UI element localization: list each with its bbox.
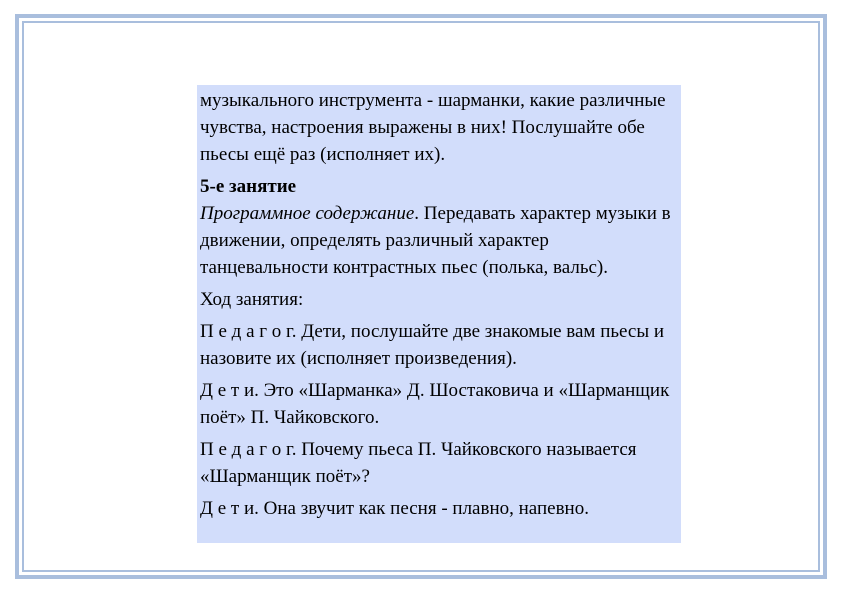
program-label: Программное содержание [200,203,415,224]
dialogue-line [200,436,677,490]
document-text-panel [197,85,681,543]
dialogue-speaker: П е д а г о г. [200,321,297,342]
program-paragraph [200,200,677,281]
lesson-heading [200,173,677,200]
dialogue-text: Дети, послушайте две знакомые вам пьесы и назовите их (исполняет произведения). [200,321,665,369]
program-text: . Передавать характер музыки в движении, определять различный характер танцевальности контрастных пьес (полька, вальс). [200,203,671,278]
dialogue-line [200,377,677,431]
dialogue-speaker: Д е т и. [200,380,259,401]
progress-label-paragraph [200,286,677,313]
dialogue-speaker: П е д а г о г. [200,439,297,460]
intro-paragraph [200,87,677,168]
lesson-heading-text: 5-е занятие [200,176,297,197]
dialogue-speaker: Д е т и. [200,498,259,519]
dialogue-text: Она звучит как песня - плавно, напевно. [258,498,589,519]
dialogue-text: Почему пьеса П. Чайковского называется «Шарманщик поёт»? [200,439,637,487]
progress-label: Ход занятия: [200,289,304,310]
intro-text: музыкального инструмента - шарманки, какие различные чувства, настроения выражены в них! Послушайте обе пьесы ещё раз (исполняет их). [200,90,666,165]
dialogue-line [200,495,677,522]
dialogue-text: Это «Шарманка» Д. Шостаковича и «Шарманщик поёт» П. Чайковского. [200,380,670,428]
dialogue-line [200,318,677,372]
